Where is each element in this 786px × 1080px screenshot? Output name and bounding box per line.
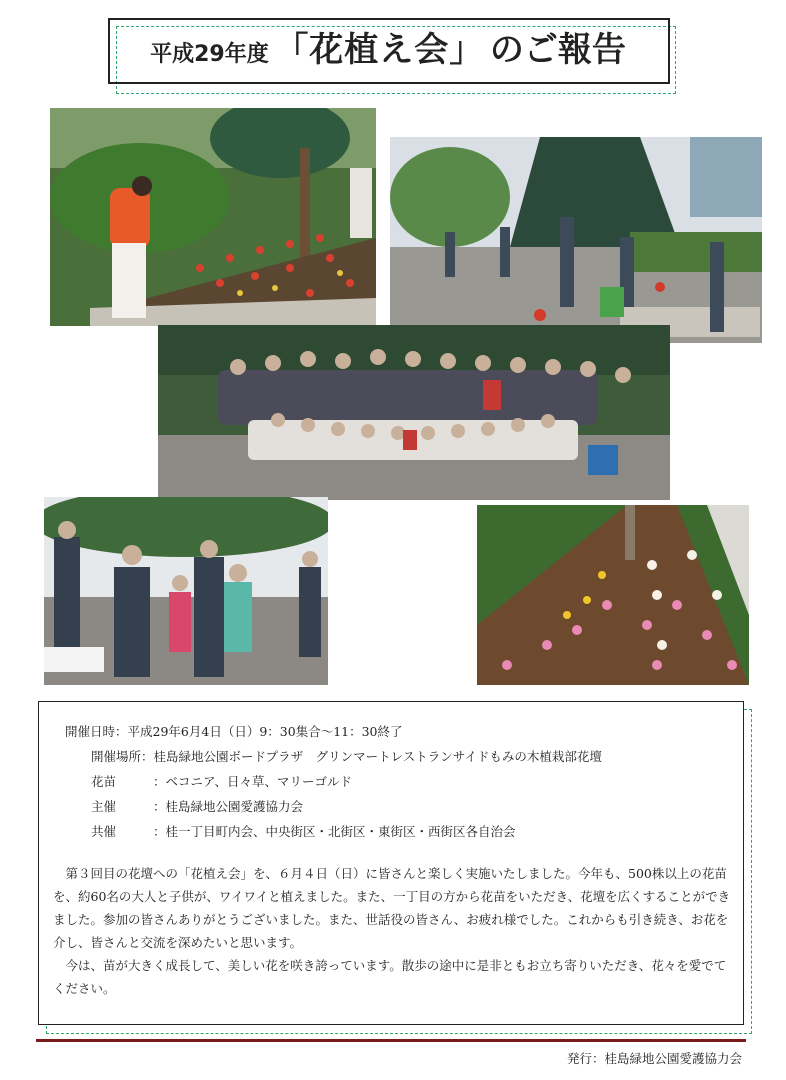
photo-planting-bed — [50, 108, 376, 326]
title-suffix: のご報告 — [489, 30, 626, 70]
publisher-credit: 発行：桂島緑地公園愛護協力会 — [566, 1051, 742, 1066]
photo-flower-bed — [477, 505, 749, 685]
detail-organizer-value: 桂島緑地公園愛護協力会 — [165, 799, 304, 814]
detail-cohost: 共催 ：桂一丁目町内会、中央街区・北街区・東街区・西街区各自治会 — [91, 824, 516, 839]
photo-icon — [50, 108, 376, 326]
report-paragraph-1: 第３回目の花壇への「花植え会」を、６月４日（日）に皆さんと楽しく実施いたしました。今年も、500株以上の花苗を、約60名の大人と子供が、ワイワイと植えました。また、一丁目の方から花苗をいただき、花壇を広くすることができました。参加の皆さんありがとうございました。また、世話役の皆さん、お疲れ様でした。これからも引き続き、お花を介し、皆さんと交流を深めたいと思います。 — [53, 866, 731, 950]
detail-seedlings-label: 花苗 — [91, 774, 117, 789]
title-banner — [108, 18, 668, 84]
photo-icon — [158, 325, 670, 500]
detail-date-label: 開催日時 — [65, 724, 116, 739]
detail-date: 開催日時：平成29年6月4日（日）9：30集合～11：30終了 — [65, 724, 403, 739]
detail-cohost-value: 桂一丁目町内会、中央街区・北街区・東街区・西街区各自治会 — [165, 824, 516, 839]
detail-venue-value: 桂島緑地公園ボードプラザ グリンマートレストランサイドもみの木植栽部花壇 — [153, 749, 602, 764]
page-title — [108, 18, 668, 82]
report-body — [53, 862, 737, 1000]
info-border — [38, 701, 744, 1025]
photo-plaza-crowd — [390, 137, 762, 343]
detail-organizer: 主催 ：桂島緑地公園愛護協力会 — [91, 799, 304, 814]
photo-group — [158, 325, 670, 500]
detail-venue-label: 開催場所 — [91, 749, 142, 764]
event-info-panel — [38, 701, 748, 1031]
photo-icon — [390, 137, 762, 343]
detail-seedlings-value: ベコニア、日々草、マリーゴルド — [165, 774, 353, 789]
detail-venue: 開催場所：桂島緑地公園ボードプラザ グリンマートレストランサイドもみの木植栽部花壇 — [91, 749, 602, 764]
photo-reception — [44, 497, 328, 685]
report-paragraph-2: 今は、苗が大きく成長して、美しい花を咲き誇っています。散歩の途中に是非ともお立ち寄りいただき、花々を愛でてください。 — [53, 958, 727, 996]
photo-icon — [477, 505, 749, 685]
photo-icon — [44, 497, 328, 685]
detail-date-value: 平成29年6月4日（日）9：30集合～11：30終了 — [127, 724, 403, 739]
detail-seedlings: 花苗 ：ベコニア、日々草、マリーゴルド — [91, 774, 353, 789]
detail-cohost-label: 共催 — [91, 824, 117, 839]
title-main: 「花植え会」 — [274, 30, 485, 70]
footer-divider — [36, 1039, 746, 1042]
title-year: 平成29年度 — [150, 42, 269, 67]
detail-organizer-label: 主催 — [91, 799, 117, 814]
